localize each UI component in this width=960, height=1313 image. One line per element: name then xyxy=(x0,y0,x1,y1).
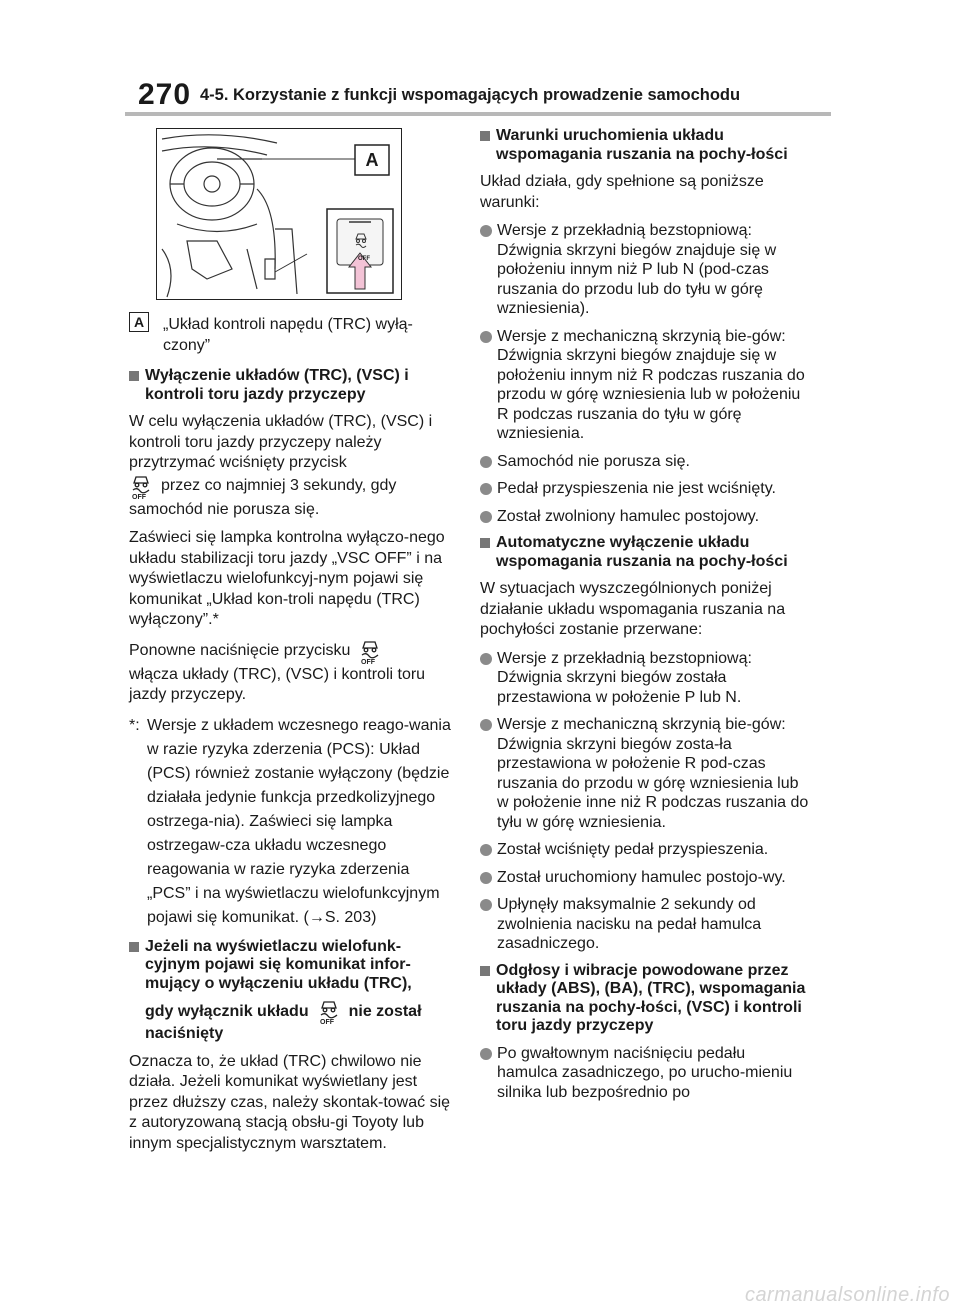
heading-text: gdy wyłącznik układu xyxy=(145,1002,309,1020)
page-header xyxy=(0,0,960,120)
caption-letter-box: A xyxy=(129,312,149,332)
square-bullet-icon xyxy=(129,371,139,381)
list-item xyxy=(480,868,810,888)
caption-line-2: czony” xyxy=(163,337,211,354)
vsc-off-icon xyxy=(358,639,382,665)
list-item-text: Samochód nie porusza się. xyxy=(497,452,690,470)
square-bullet-icon xyxy=(480,966,490,976)
list-item xyxy=(480,221,810,319)
left-column xyxy=(129,125,455,1154)
svg-text:OFF: OFF xyxy=(319,1019,334,1025)
paragraph: Układ działa, gdy spełnione są poniższe warunki: xyxy=(480,173,764,211)
paragraph: włącza układy (TRC), (VSC) i kontroli toru jazdy przyczepy. xyxy=(129,665,426,703)
heading-text: Automatyczne wyłączenie układu wspomagania ruszania na pochy-łości xyxy=(496,534,788,570)
heading-text: Jeżeli na wyświetlaczu wielofunk-cyjnym pojawi się komunikat infor-mujący o wyłączeniu układu (TRC), xyxy=(145,937,412,992)
footnote-text: Wersje z układem wczesnego reago-wania w razie ryzyka zderzenia (PCS): Układ (PCS) również zostanie wyłączony (będzie działała jedynie funkcja przedkolizyjnego ostrzega-nia). Zaświeci się lampka ostrzegaw-cza układu wczesnego reagowania w razie ryzyka zderzenia „PCS” i na wyświetlaczu wielofunkcyjnym pojawi się komunikat. (→S. 203) xyxy=(147,716,451,926)
heading-text: Warunki uruchomienia układu wspomagania ruszania na pochy-łości xyxy=(496,127,788,163)
bullet-dot-icon xyxy=(480,719,492,731)
bullet-list xyxy=(480,1044,810,1103)
list-item-text: Wersje z przekładnią bezstopniową: Dźwignia skrzyni biegów została przestawiona w położenie P lub N. xyxy=(497,649,752,706)
square-bullet-icon xyxy=(480,538,490,548)
paragraph-text: Ponowne naciśnięcie przycisku xyxy=(129,642,351,660)
list-item-text: Pedał przyspieszenia nie jest wciśnięty. xyxy=(497,480,776,497)
heading-text: naciśnięty xyxy=(145,1025,224,1042)
page-number: 270 xyxy=(138,78,192,111)
bullet-dot-icon xyxy=(480,899,492,911)
vsc-off-icon xyxy=(129,474,153,500)
vsc-off-icon xyxy=(317,999,341,1025)
section-heading xyxy=(480,962,810,1036)
section-heading xyxy=(480,127,810,164)
paragraph: W sytuacjach wyszczególnionych poniżej działanie układu wspomagania ruszania na pochyłości zostanie przerwane: xyxy=(480,580,786,638)
list-item-text: Został uruchomiony hamulec postojo-wy. xyxy=(497,868,786,886)
square-bullet-icon xyxy=(480,131,490,141)
bullet-dot-icon xyxy=(480,483,492,495)
list-item-text: Po gwałtownym naciśnięciu pedału hamulca zasadniczego, po urucho-mieniu silnika lub bezpośrednio po xyxy=(497,1044,793,1101)
figure-caption xyxy=(129,312,455,359)
section-title: 4-5. Korzystanie z funkcji wspomagających prowadzenie samochodu xyxy=(200,86,741,104)
list-item xyxy=(480,895,810,954)
heading-text: Wyłączenie układów (TRC), (VSC) i kontroli toru jazdy przyczepy xyxy=(145,367,409,403)
list-item-text: Został zwolniony hamulec postojowy. xyxy=(497,507,760,525)
paragraph: Zaświeci się lampka kontrolna wyłączo-nego układu stabilizacji toru jazdy „VSC OFF” i na wyświetlaczu wielofunkcyj-nym pojawi się komunikat „Układ kon-troli napędu (TRC) wyłączony”.* xyxy=(129,529,445,628)
section-heading xyxy=(129,938,455,1044)
list-item xyxy=(480,452,810,472)
bullet-dot-icon xyxy=(480,511,492,523)
bullet-dot-icon xyxy=(480,844,492,856)
paragraph xyxy=(129,639,455,665)
bullet-dot-icon xyxy=(480,456,492,468)
footnote xyxy=(129,714,455,930)
paragraph xyxy=(129,474,455,500)
bullet-dot-icon xyxy=(480,225,492,237)
list-item-text: Wersje z przekładnią bezstopniową: Dźwignia skrzyni biegów znajduje się w położeniu innym niż P lub N (pod-czas ruszania do przodu lub do tyłu w górę wzniesienia). xyxy=(497,222,777,317)
bullet-dot-icon xyxy=(480,872,492,884)
right-column xyxy=(480,125,810,1102)
list-item-text: Został wciśnięty pedał przyspieszenia. xyxy=(497,841,769,858)
list-item xyxy=(480,1044,810,1103)
bullet-list xyxy=(480,221,810,526)
paragraph: Oznacza to, że układ (TRC) chwilowo nie działa. Jeżeli komunikat wyświetlany jest przez dłuższy czas, należy skontak-tować się z autoryzowaną stacją obsłu-gi Toyoty lub innym specjalistycznym warsztatem. xyxy=(129,1052,451,1152)
callout-letter: A xyxy=(365,150,379,170)
dashboard-illustration xyxy=(156,128,402,300)
bullet-dot-icon xyxy=(480,331,492,343)
list-item xyxy=(480,715,810,832)
bullet-list xyxy=(480,649,810,954)
list-item xyxy=(480,327,810,444)
header-divider xyxy=(125,112,831,116)
svg-text:OFF: OFF xyxy=(132,493,146,500)
bullet-dot-icon xyxy=(480,1048,492,1060)
list-item-text: Wersje z mechaniczną skrzynią bie-gów: Dźwignia skrzyni biegów znajduje się w położeniu innym niż R podczas ruszania do przodu w górę wzniesienia lub w położeniu R podczas ruszania do tyłu w górę wzniesienia. xyxy=(497,327,805,442)
list-item-text: Wersje z mechaniczną skrzynią bie-gów: Dźwignia skrzyni biegów zosta-ła przestawiona w położenie R pod-czas ruszania do przodu w górę wzniesienia lub w położenie inne niż R podczas ruszania do tyłu w górę wzniesienia. xyxy=(497,716,809,831)
section-heading xyxy=(129,367,455,404)
list-item-text: Upłynęły maksymalnie 2 sekundy od zwolnienia nacisku na pedał hamulca zasadniczego. xyxy=(497,896,762,952)
watermark: carmanualsonline.info xyxy=(744,1284,950,1306)
square-bullet-icon xyxy=(129,942,139,952)
heading-text: Odgłosy i wibracje powodowane przez układy (ABS), (BA), (TRC), wspomagania ruszania na pochy-łości, (VSC) i kontroli toru jazdy przyczepy xyxy=(496,961,806,1034)
paragraph-text: przez co najmniej 3 sekundy, gdy xyxy=(161,477,397,495)
paragraph: W celu wyłączenia układów (TRC), (VSC) i kontroli toru jazdy przyczepy należy przytrzymać wciśnięty przycisk xyxy=(129,413,433,471)
list-item xyxy=(480,479,810,499)
off-label: OFF xyxy=(358,256,370,262)
footnote-mark: *: xyxy=(129,716,140,734)
list-item xyxy=(480,507,810,527)
caption-line-1: „Układ kontroli napędu (TRC) wyłą- xyxy=(163,316,413,333)
heading-text: nie został xyxy=(348,1002,422,1020)
list-item xyxy=(480,840,810,860)
bullet-dot-icon xyxy=(480,653,492,665)
heading-icon-line xyxy=(145,999,455,1025)
paragraph: samochód nie porusza się. xyxy=(129,500,320,518)
svg-text:OFF: OFF xyxy=(361,658,376,665)
list-item xyxy=(480,649,810,708)
section-heading xyxy=(480,534,810,571)
